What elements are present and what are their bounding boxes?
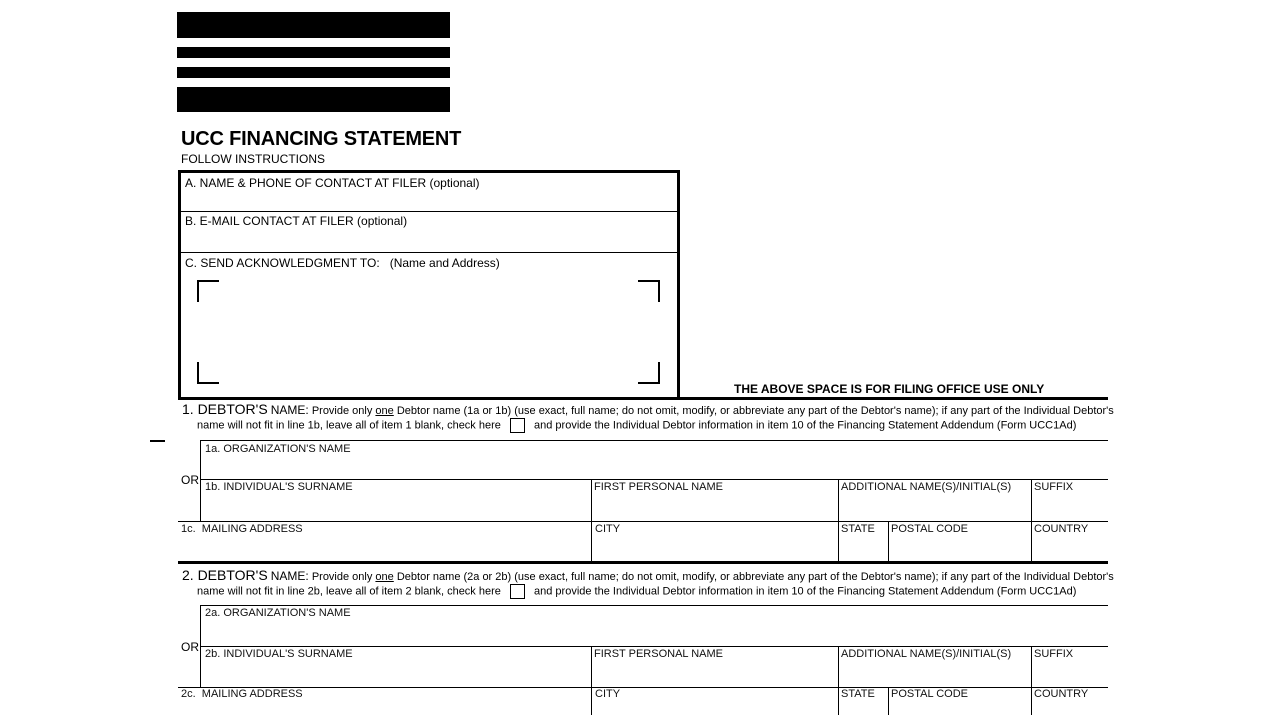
debtor1-individual-checkbox[interactable] [510, 418, 525, 433]
form-title: UCC FINANCING STATEMENT [181, 128, 462, 150]
debtor1-postal-field[interactable] [889, 537, 1030, 560]
debtor2-rule-2b-top [200, 646, 1108, 647]
debtor1-instr-one: one [375, 405, 394, 417]
corner-mark-top-right [638, 280, 660, 302]
debtor2-surname-label: 2b. INDIVIDUAL'S SURNAME [205, 648, 353, 660]
acknowledgment-address-field[interactable] [197, 280, 661, 384]
debtor2-mailing-label: 2c. MAILING ADDRESS [181, 688, 303, 700]
debtor2-first-label: FIRST PERSONAL NAME [594, 648, 723, 660]
filing-office-note: THE ABOVE SPACE IS FOR FILING OFFICE USE ONLY [734, 382, 1045, 396]
debtor2-state-label: STATE [841, 688, 875, 700]
debtor1-suffix-field[interactable] [1032, 495, 1107, 520]
debtor1-state-label: STATE [841, 523, 875, 535]
debtor2-org-field[interactable] [201, 621, 1107, 645]
debtor1-instr-pre: Provide only [311, 405, 373, 417]
debtor2-country-label: COUNTRY [1034, 688, 1089, 700]
debtor2-suffix-label: SUFFIX [1034, 648, 1074, 660]
debtor1-or-label: OR [181, 473, 199, 487]
debtor1-surname-field[interactable] [201, 495, 590, 520]
debtor2-individual-checkbox[interactable] [510, 584, 525, 599]
debtor2-instructions [182, 568, 1114, 585]
debtor2-rule-2c-top [178, 687, 1108, 688]
filer-contact-field[interactable] [181, 192, 677, 210]
section1-top-rule [178, 397, 1108, 400]
debtor1-instructions [182, 402, 1114, 419]
filer-divider-ab [180, 211, 678, 212]
debtor1-country-label: COUNTRY [1034, 523, 1089, 535]
filer-divider-bc [180, 252, 678, 253]
debtor1-postal-label: POSTAL CODE [891, 523, 969, 535]
debtor1-first-field[interactable] [592, 495, 837, 520]
debtor1-surname-label: 1b. INDIVIDUAL'S SURNAME [205, 481, 353, 493]
debtor2-city-field[interactable] [592, 702, 837, 714]
debtor2-country-field[interactable] [1032, 702, 1107, 714]
header-bar-1 [177, 12, 450, 38]
debtor2-additional-label: ADDITIONAL NAME(S)/INITIAL(S) [841, 648, 1012, 660]
margin-tick [150, 440, 165, 442]
debtor2-additional-field[interactable] [839, 662, 1030, 686]
debtor1-first-label: FIRST PERSONAL NAME [594, 481, 723, 493]
debtor2-first-field[interactable] [592, 662, 837, 686]
debtor1-rule-1c-top [178, 521, 1108, 522]
corner-mark-bottom-left [197, 362, 219, 384]
debtor2-instr-one: one [375, 571, 394, 583]
debtor1-line2-pre: name will not fit in line 1b, leave all of item 1 blank, check here [197, 419, 501, 432]
debtor1-city-field[interactable] [592, 537, 837, 560]
debtor1-rule-1a-top [200, 440, 1108, 441]
debtor2-state-field[interactable] [839, 702, 887, 714]
debtor2-postal-field[interactable] [889, 702, 1030, 714]
debtor2-suffix-field[interactable] [1032, 662, 1107, 686]
debtor2-instr-pre: Provide only [311, 571, 373, 583]
debtor1-mailing-field[interactable] [180, 537, 590, 560]
debtor1-country-field[interactable] [1032, 537, 1107, 560]
debtor1-city-label: CITY [595, 523, 621, 535]
debtor1-rule-1b-top [200, 479, 1108, 480]
debtor1-org-label: 1a. ORGANIZATION'S NAME [205, 443, 351, 455]
header-bar-4 [177, 87, 450, 112]
debtor1-instr-post: Debtor name (1a or 1b) (use exact, full name; do not omit, modify, or abbreviate any part of the Debtor's name); if any part of the Individual Debtor's [396, 405, 1114, 417]
debtor2-line2-pre: name will not fit in line 2b, leave all of item 2 blank, check here [197, 585, 501, 598]
filer-email-field[interactable] [181, 230, 677, 250]
debtor2-postal-label: POSTAL CODE [891, 688, 969, 700]
debtor1-suffix-label: SUFFIX [1034, 481, 1074, 493]
filer-email-label: B. E-MAIL CONTACT AT FILER (optional) [185, 214, 408, 228]
debtor1-org-field[interactable] [201, 457, 1107, 478]
debtor1-additional-label: ADDITIONAL NAME(S)/INITIAL(S) [841, 481, 1012, 493]
header-bar-3 [177, 67, 450, 78]
debtor1-mailing-label: 1c. MAILING ADDRESS [181, 523, 303, 535]
debtor2-number: 2. DEBTOR'S [182, 567, 268, 583]
debtor2-line2-post: and provide the Individual Debtor information in item 10 of the Financing Statement Addendum (Form UCC1Ad) [534, 585, 1077, 598]
acknowledgment-label: C. SEND ACKNOWLEDGMENT TO: (Name and Address) [185, 256, 500, 270]
debtor1-number: 1. DEBTOR'S [182, 401, 268, 417]
debtor2-surname-field[interactable] [201, 662, 590, 686]
debtor2-instr-post: Debtor name (2a or 2b) (use exact, full name; do not omit, modify, or abbreviate any part of the Debtor's name); if any part of the Individual Debtor's [396, 571, 1114, 583]
debtor2-name-word: NAME: [270, 569, 309, 583]
debtor2-mailing-field[interactable] [180, 702, 590, 714]
debtor2-instructions-line2 [197, 584, 1076, 599]
filer-contact-label: A. NAME & PHONE OF CONTACT AT FILER (optional) [185, 176, 480, 190]
debtor1-name-word: NAME: [270, 403, 309, 417]
debtor2-or-label: OR [181, 640, 199, 654]
debtor2-rule-2a-top [200, 605, 1108, 606]
debtor1-additional-field[interactable] [839, 495, 1030, 520]
header-bar-2 [177, 47, 450, 58]
section2-top-rule [178, 561, 1108, 564]
form-subtitle: FOLLOW INSTRUCTIONS [181, 152, 326, 166]
corner-mark-bottom-right [638, 362, 660, 384]
debtor1-line2-post: and provide the Individual Debtor information in item 10 of the Financing Statement Addendum (Form UCC1Ad) [534, 419, 1077, 432]
corner-mark-top-left [197, 280, 219, 302]
debtor1-instructions-line2 [197, 418, 1076, 433]
debtor2-city-label: CITY [595, 688, 621, 700]
debtor1-state-field[interactable] [839, 537, 887, 560]
debtor2-org-label: 2a. ORGANIZATION'S NAME [205, 607, 351, 619]
